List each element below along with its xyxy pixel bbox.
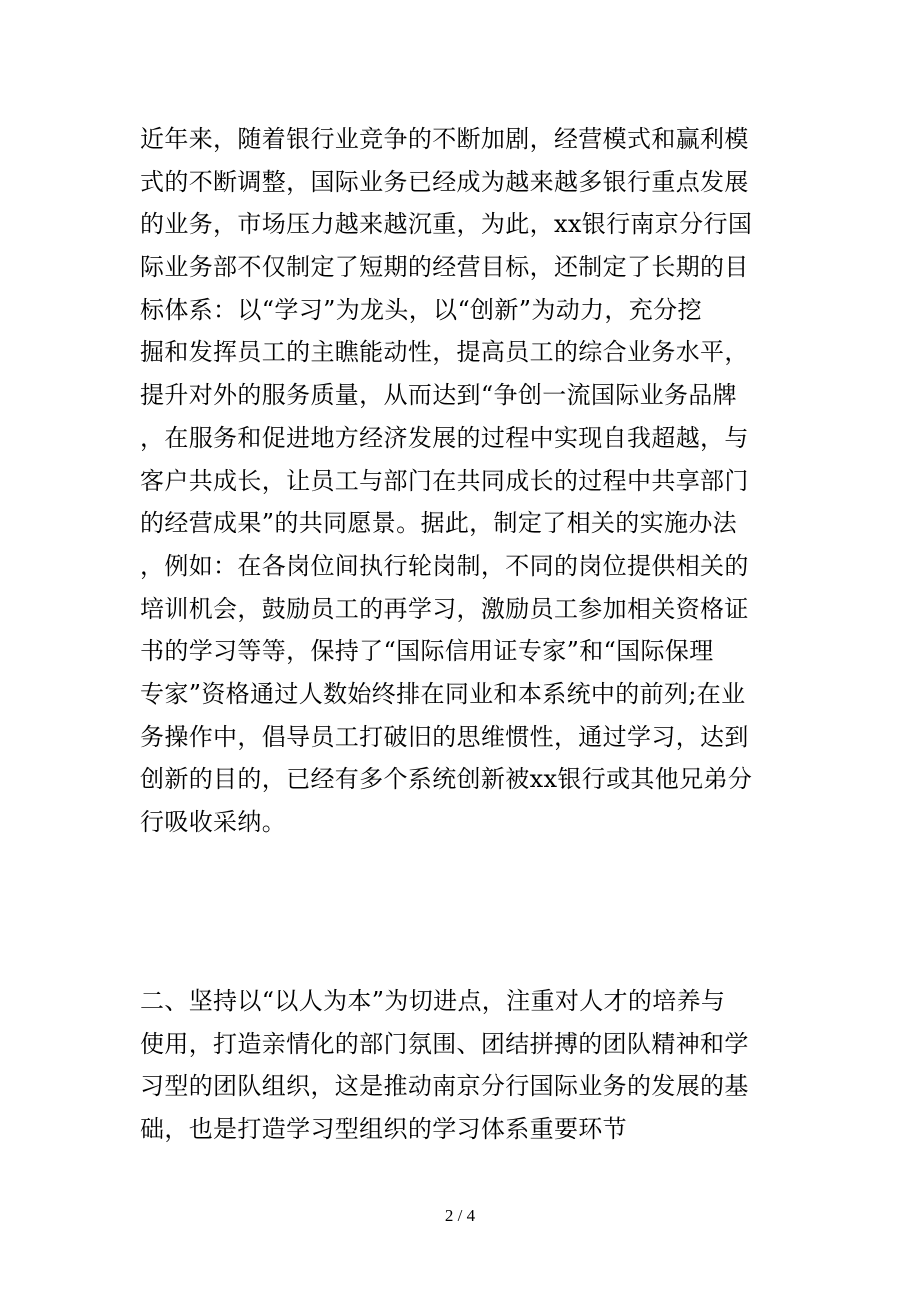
paragraph-line: 的业务，市场压力越来越沉重，为此，xx银行南京分行国	[140, 210, 753, 239]
paragraph-line: 础，也是打造学习型组织的学习体系重要环节	[140, 1115, 627, 1144]
paragraph-line: 务操作中，倡导员工打破旧的思维惯性，通过学习，达到	[140, 722, 749, 751]
paragraph-line: 的经营成果”的共同愿景。据此，制定了相关的实施办法	[140, 509, 738, 538]
paragraph-line: 专家”资格通过人数始终排在同业和本系统中的前列;在业	[140, 679, 746, 708]
paragraph-line: 掘和发挥员工的主瞧能动性，提高员工的综合业务水平，	[140, 338, 749, 367]
paragraph-2	[140, 980, 780, 1151]
paragraph-line: 行吸收采纳。	[140, 808, 287, 836]
paragraph-line: 提升对外的服务质量，从而达到“争创一流国际业务品牌	[140, 381, 738, 410]
paragraph-line: 二、坚持以“以人为本”为切进点，注重对人才的培养与	[140, 987, 726, 1015]
paragraph-1	[140, 118, 780, 844]
paragraph-line: 使用，打造亲情化的部门氛围、团结拼搏的团队精神和学	[140, 1029, 749, 1058]
paragraph-line: 培训机会，鼓励员工的再学习，激励员工参加相关资格证	[140, 594, 749, 623]
paragraph-line: 际业务部不仅制定了短期的经营目标，还制定了长期的目	[140, 253, 749, 282]
paragraph-line: 标体系：以“学习”为龙头，以“创新”为动力，充分挖	[140, 295, 702, 324]
paragraph-line: 客户共成长，让员工与部门在共同成长的过程中共享部门	[140, 466, 749, 495]
paragraph-line: 习型的团队组织，这是推动南京分行国际业务的发展的基	[140, 1072, 749, 1101]
paragraph-line: 创新的目的，已经有多个系统创新被xx银行或其他兄弟分	[140, 765, 753, 794]
page-number: 2 / 4	[444, 1206, 476, 1225]
paragraph-line: 书的学习等等，保持了“国际信用证专家”和“国际保理	[140, 637, 714, 666]
paragraph-line: ，在服务和促进地方经济发展的过程中实现自我超越，与	[140, 423, 749, 452]
paragraph-line: ，例如：在各岗位间执行轮岗制，不同的岗位提供相关的	[140, 551, 749, 580]
paragraph-line: 近年来，随着银行业竞争的不断加剧，经营模式和赢利模	[140, 125, 749, 153]
paragraph-line: 式的不断调整，国际业务已经成为越来越多银行重点发展	[140, 167, 749, 196]
